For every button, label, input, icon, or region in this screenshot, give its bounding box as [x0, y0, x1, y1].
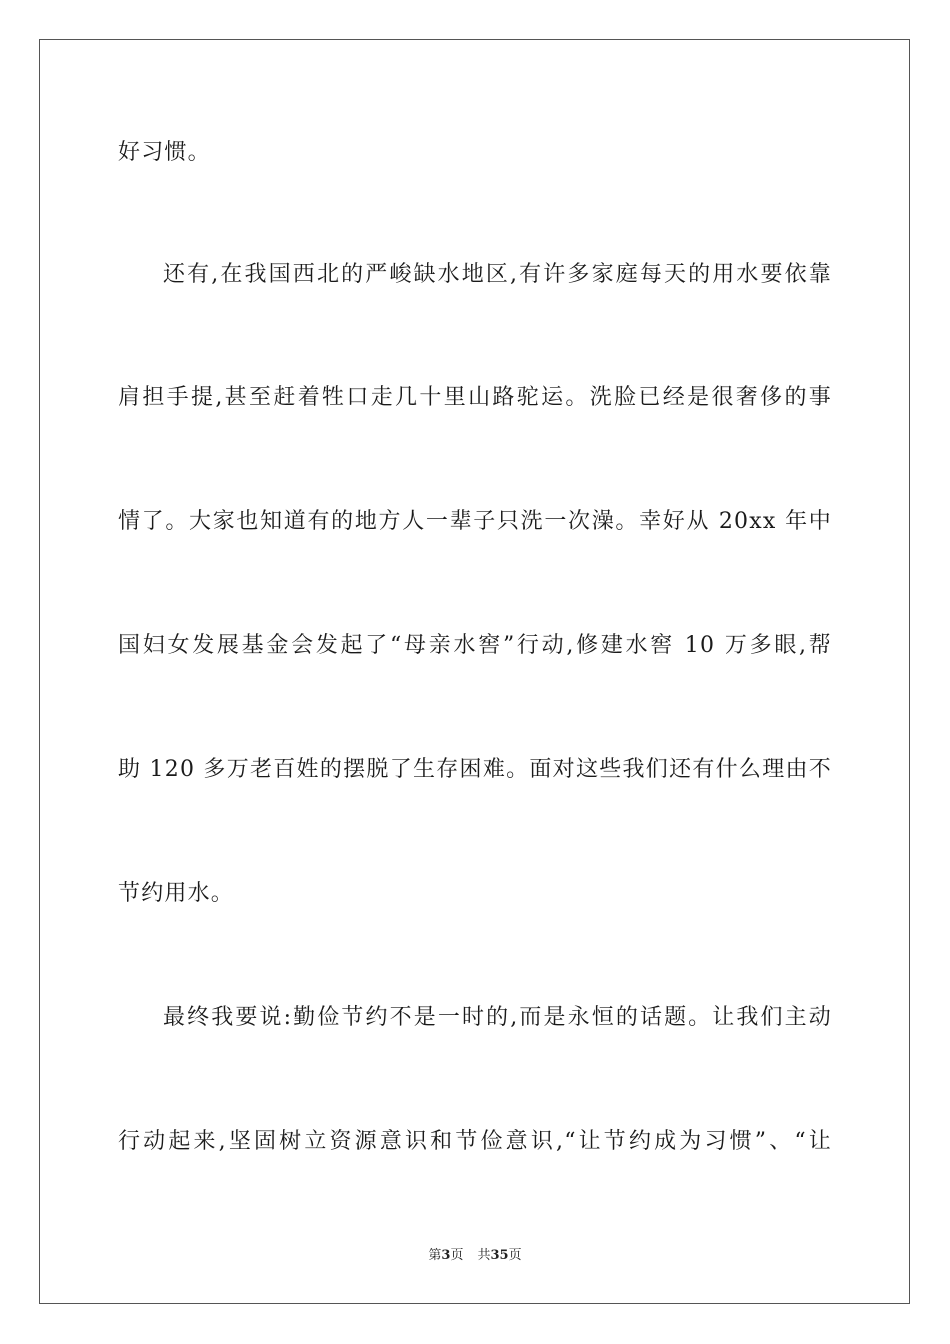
total-pages-number: 35 [490, 1248, 509, 1263]
text-line-7: 节约用水。 [118, 881, 235, 906]
text-line-4: 情了。大家也知道有的地方人一辈子只洗一次澡。幸好从 20xx 年中 [118, 509, 832, 534]
page-border [39, 39, 910, 1304]
page-footer [0, 1247, 950, 1265]
text-line-6: 助 120 多万老百姓的摆脱了生存困难。面对这些我们还有什么理由不 [118, 757, 832, 782]
text-line-8: 最终我要说:勤俭节约不是一时的,而是永恒的话题。让我们主动 [163, 1005, 832, 1030]
text-line-1: 好习惯。 [118, 140, 211, 165]
text-line-3: 肩担手提,甚至赶着牲口走几十里山路驼运。洗脸已经是很奢侈的事 [118, 385, 832, 410]
text-line-5: 国妇女发展基金会发起了“母亲水窖”行动,修建水窖 10 万多眼,帮 [118, 633, 832, 658]
total-prefix: 共 [477, 1248, 491, 1263]
page-prefix: 第 [428, 1248, 442, 1263]
text-line-2: 还有,在我国西北的严峻缺水地区,有许多家庭每天的用水要依靠 [163, 262, 832, 287]
page-suffix: 页 [450, 1248, 464, 1263]
text-line-9: 行动起来,坚固树立资源意识和节俭意识,“让节约成为习惯”、“让 [118, 1129, 832, 1154]
total-suffix: 页 [508, 1248, 522, 1263]
current-page-number: 3 [441, 1248, 451, 1263]
